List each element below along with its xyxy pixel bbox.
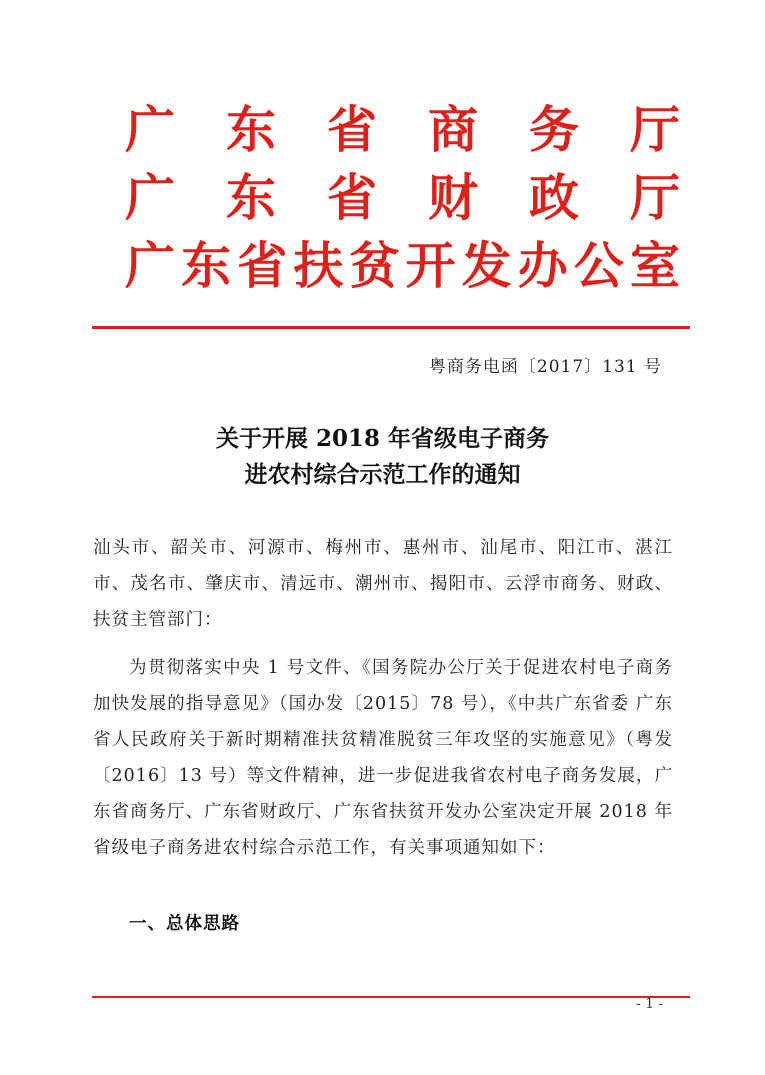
header-char: 厅 <box>630 168 680 227</box>
header-char: 务 <box>529 100 579 159</box>
header-char: 省 <box>327 100 377 159</box>
header-char: 发 <box>461 236 512 295</box>
header-char: 公 <box>573 236 624 295</box>
document-title-line-2: 进农村综合示范工作的通知 <box>244 461 521 488</box>
page-number: - 1 - <box>636 996 664 1012</box>
header-char: 贫 <box>349 236 400 295</box>
header-char: 广 <box>125 100 175 159</box>
header-char: 财 <box>428 168 478 227</box>
header-char: 省 <box>327 168 377 227</box>
red-header-rule <box>92 326 690 329</box>
header-line-poverty <box>125 232 680 300</box>
header-char: 厅 <box>630 100 680 159</box>
header-line-finance <box>125 164 680 232</box>
header-char: 广 <box>125 236 175 295</box>
header-char: 室 <box>629 236 680 295</box>
header-char: 商 <box>428 100 478 159</box>
recipients-paragraph: 汕头市、韶关市、河源市、梅州市、惠州市、汕尾市、阳江市、湛江市、茂名市、肇庆市、清远市、潮州市、揭阳市、云浮市商务、财政、扶贫主管部门： <box>93 538 673 630</box>
header-char: 东 <box>226 100 276 159</box>
header-char: 省 <box>237 236 288 295</box>
header-char: 扶 <box>293 236 344 295</box>
body-paragraph-1: 为贯彻落实中央 1 号文件、《国务院办公厅关于促进农村电子商务加快发展的指导意见》（国办发〔2015〕78 号），《中共广东省委 广东省人民政府关于新时期精准扶贫精准脱贫三年攻坚的实施意见》（粤发〔2016〕13 号）等文件精神，进一步促进我省农村电子商务发展，广东省商务厅、广东省财政厅、广东省扶贫开发办公室决定开展 2018 年省级电子商务进农村综合示范工作，有关事项通知如下： <box>93 658 673 858</box>
red-footer-rule <box>92 996 690 998</box>
header-char: 东 <box>226 168 276 227</box>
header-char: 办 <box>517 236 568 295</box>
document-number: 粤商务电函〔2017〕131 号 <box>428 357 662 377</box>
section-1-heading: 一、总体思路 <box>129 914 240 934</box>
header-char: 政 <box>529 168 579 227</box>
header-char: 开 <box>405 236 456 295</box>
header-line-commerce <box>125 96 680 164</box>
issuing-agencies-header <box>125 96 680 300</box>
header-char: 东 <box>181 236 232 295</box>
header-char: 广 <box>125 168 175 227</box>
document-title-line-1: 关于开展 2018 年省级电子商务 <box>215 425 550 452</box>
